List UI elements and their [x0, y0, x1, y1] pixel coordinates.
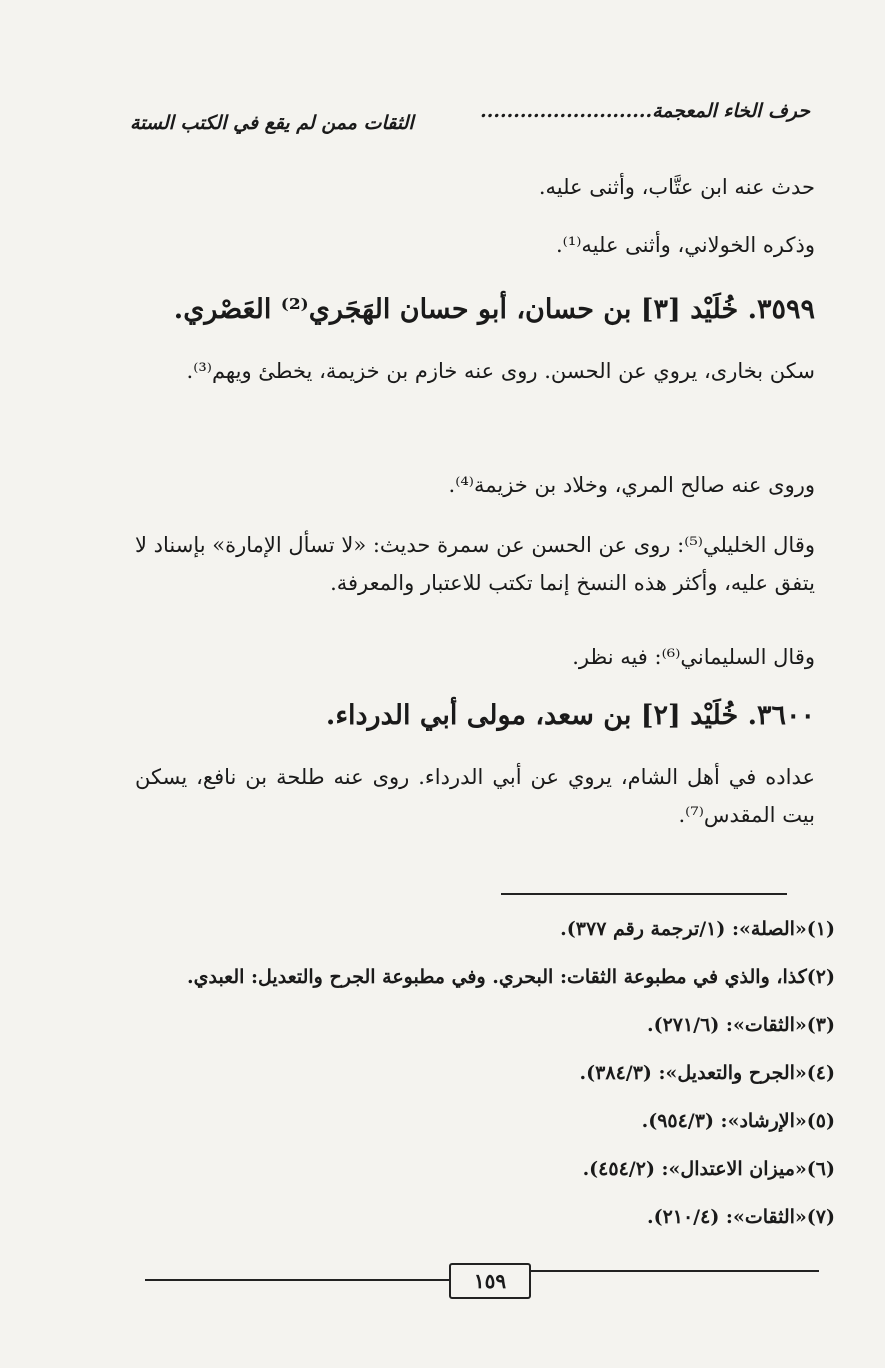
- footer-rule-right: [527, 1270, 819, 1272]
- footnote-1: (١)«الصلة»: (١/ترجمة رقم ٣٧٧).: [560, 918, 835, 940]
- running-header: [130, 100, 810, 142]
- footer-rule-left: [145, 1279, 450, 1281]
- footnote-5: (٥)«الإرشاد»: (٩٥٤/٣).: [641, 1110, 835, 1132]
- footnote-7: (٧)«الثقات»: (٢١٠/٤).: [646, 1206, 835, 1228]
- footnote-separator: [501, 893, 787, 895]
- paragraph-1: حدث عنه ابن عتَّاب، وأثنى عليه.: [538, 175, 815, 199]
- entry-heading-3600: ٣٦٠٠. خُلَيْد [٢] بن سعد، مولى أبي الدرداء.: [325, 700, 815, 731]
- paragraph-7: عداده في أهل الشام، يروي عن أبي الدرداء. روى عنه طلحة بن نافع، يسكن بيت المقدس⁽⁷⁾.: [135, 765, 815, 827]
- paragraph-2: وذكره الخولاني، وأثنى عليه⁽¹⁾.: [555, 233, 815, 257]
- page-number: ١٥٩: [449, 1263, 531, 1299]
- paragraph-6: وقال السليماني⁽⁶⁾: فيه نظر.: [572, 645, 815, 669]
- entry-heading-3599: ٣٥٩٩. خُلَيْد [٣] بن حسان، أبو حسان الهَجَري⁽²⁾ العَصْري.: [173, 294, 815, 325]
- header-chapter: حرف الخاء المعجمة..........................: [480, 100, 810, 122]
- paragraph-4: وروى عنه صالح المري، وخلاد بن خزيمة⁽⁴⁾.: [448, 473, 815, 497]
- footnote-2: (٢)كذا، والذي في مطبوعة الثقات: البحري. وفي مطبوعة الجرح والتعديل: العبدي.: [186, 966, 835, 988]
- paragraph-3: سكن بخارى، يروي عن الحسن. روى عنه خازم بن خزيمة، يخطئ ويهم⁽³⁾.: [186, 359, 815, 383]
- footnote-3: (٣)«الثقات»: (٢٧١/٦).: [646, 1014, 835, 1036]
- paragraph-5: وقال الخليلي⁽⁵⁾: روى عن الحسن عن سمرة حديث: «لا تسأل الإمارة» بإسناد لا يتفق عليه، وأكثر هذه النسخ إنما تكتب للاعتبار والمعرفة.: [135, 533, 816, 595]
- footnote-6: (٦)«ميزان الاعتدال»: (٤٥٤/٢).: [582, 1158, 835, 1180]
- footnote-4: (٤)«الجرح والتعديل»: (٣٨٤/٣).: [579, 1062, 835, 1084]
- header-book-title: الثقات ممن لم يقع في الكتب الستة: [130, 112, 414, 134]
